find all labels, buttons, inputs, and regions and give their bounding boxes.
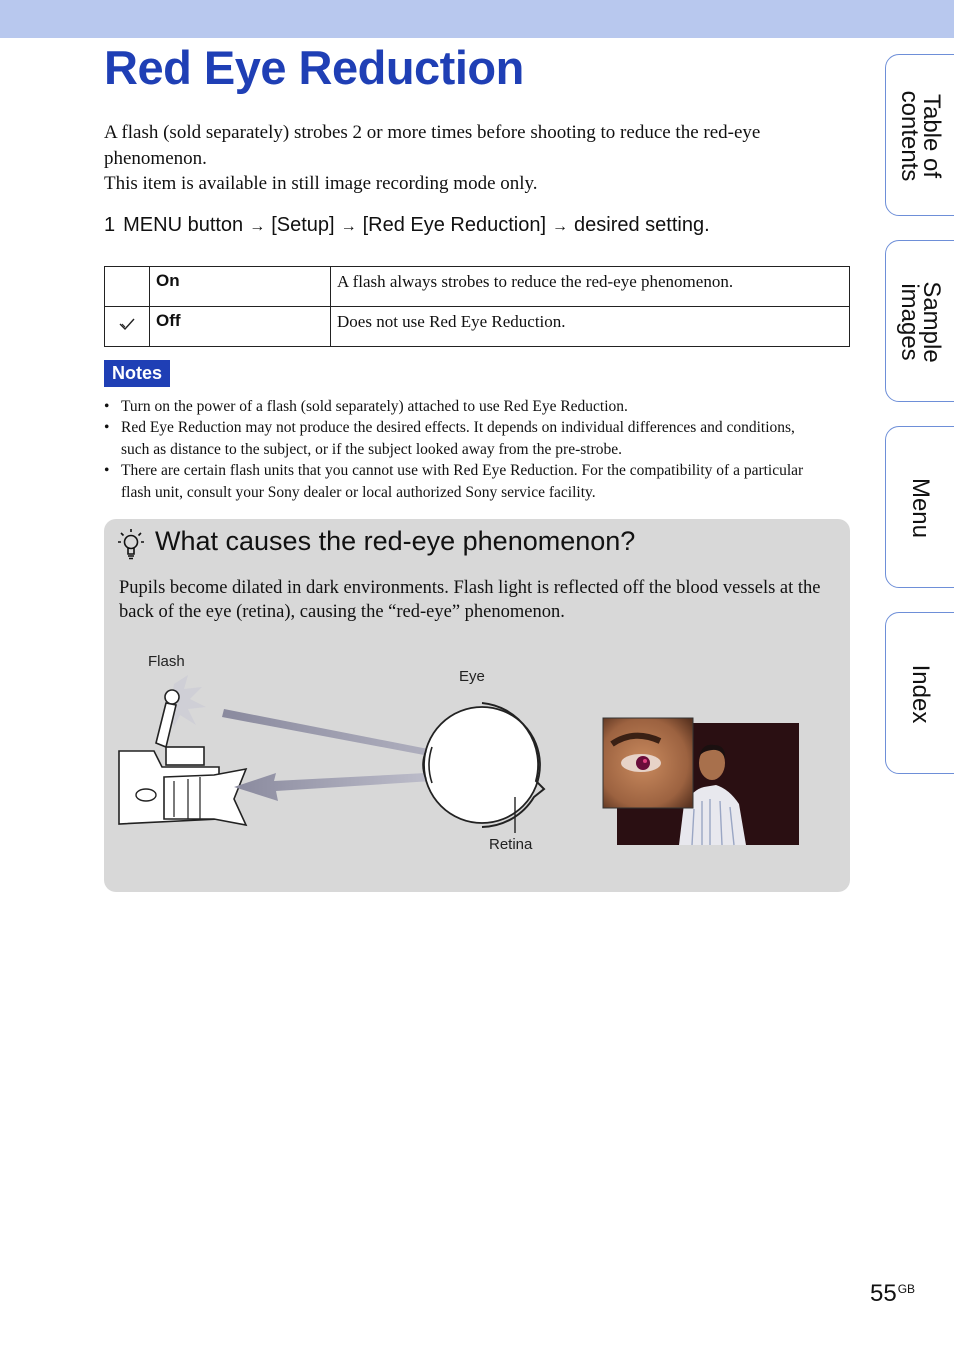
bullet: • — [104, 462, 110, 480]
option-description: Does not use Red Eye Reduction. — [331, 307, 850, 347]
menu-step-instruction — [104, 214, 710, 237]
default-checkmark-icon — [119, 318, 135, 330]
list-item — [104, 417, 824, 460]
page-number — [870, 1280, 915, 1308]
step-number: 1 — [104, 214, 116, 236]
notes-badge: Notes — [104, 360, 170, 387]
notes-list — [104, 396, 824, 503]
bullet: • — [104, 398, 110, 415]
arrow-right-icon: → — [249, 218, 266, 235]
step-part-red-eye-reduction: [Red Eye Reduction] — [362, 214, 547, 236]
side-tab-label: Index — [907, 664, 935, 724]
flash-shoe — [166, 747, 204, 765]
bullet: • — [104, 419, 110, 437]
list-item — [104, 460, 824, 503]
option-name: On — [150, 267, 331, 307]
side-tab-sample-images[interactable] — [885, 240, 954, 402]
note-text: Red Eye Reduction may not produce the desired effects. It depends on individual differences and conditions, such as distance to the subject, or if the subject looked away from the pre-strobe. — [121, 419, 795, 458]
settings-table — [104, 266, 850, 347]
table-row-off — [105, 307, 850, 347]
table-row-on — [105, 267, 850, 307]
selection-cell — [105, 307, 150, 347]
top-header-bar — [0, 0, 954, 38]
side-tab-label: Menu — [907, 477, 935, 539]
side-tab-label: Sample images — [896, 281, 946, 363]
eye-diagram — [423, 703, 544, 833]
page-number-value: 55 — [870, 1280, 897, 1307]
side-tab-label: Table of contents — [896, 90, 946, 182]
note-text: There are certain flash units that you cannot use with Red Eye Reduction. For the compatibility of a particular flash unit, consult your Sony dealer or local authorized Sony service facility. — [121, 462, 804, 501]
step-part-setup: [Setup] — [271, 214, 335, 236]
intro-paragraph — [104, 120, 844, 197]
step-part-menu-button: MENU button — [123, 214, 244, 236]
side-tab-index[interactable] — [885, 612, 954, 774]
intro-line-2: This item is available in still image recording mode only. — [104, 173, 538, 194]
tip-title: What causes the red-eye phenomenon? — [155, 526, 636, 556]
arrow-right-icon: → — [552, 218, 569, 235]
eye-label: Eye — [459, 668, 485, 685]
flash-head — [165, 690, 179, 704]
camera-knob — [136, 789, 156, 801]
camera-lens — [164, 769, 246, 825]
selection-cell — [105, 267, 150, 307]
side-tab-table-of-contents[interactable] — [885, 54, 954, 216]
closeup-red-pupil — [636, 756, 650, 770]
tip-text: Pupils become dilated in dark environments. Flash light is reflected off the blood vessels at the back of the eye (retina), causing the “red-eye” phenomenon. — [119, 578, 821, 622]
red-eye-photo — [603, 718, 799, 845]
note-text: Turn on the power of a flash (sold separately) attached to use Red Eye Reduction. — [121, 398, 628, 415]
list-item — [104, 396, 824, 417]
step-part-desired-setting: desired setting. — [574, 214, 710, 236]
tip-box — [104, 519, 850, 892]
camera-icon — [119, 675, 246, 825]
side-tab-menu[interactable] — [885, 426, 954, 588]
intro-line-1: A flash (sold separately) strobes 2 or more times before shooting to reduce the red-eye phenomenon. — [104, 122, 761, 169]
page-title: Red Eye Reduction — [104, 41, 524, 94]
flash-arm — [156, 703, 176, 747]
retina-label: Retina — [489, 836, 533, 853]
option-description: A flash always strobes to reduce the red-eye phenomenon. — [331, 267, 850, 307]
page-number-suffix: GB — [897, 1282, 916, 1296]
red-eye-diagram — [104, 519, 850, 892]
arrow-right-icon: → — [340, 218, 357, 235]
closeup-pupil-glint — [643, 759, 647, 763]
option-name: Off — [150, 307, 331, 347]
flash-label: Flash — [148, 653, 185, 670]
